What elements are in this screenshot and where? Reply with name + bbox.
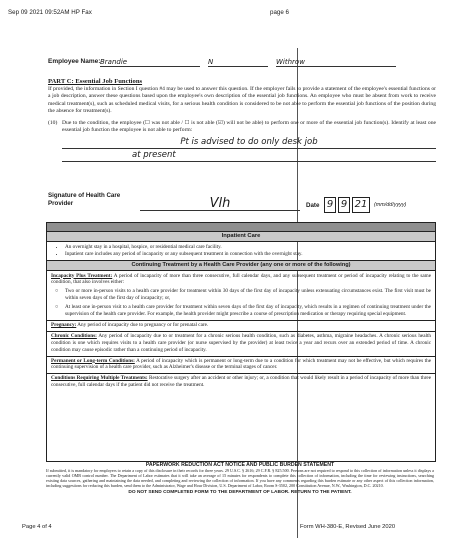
question-10-text: Due to the condition, the employee (☐ was not able / ☐ is not able (☑) will not be able) to perform one or more of the essential job function(s). Identify at least one essential job function the employee is not able to perform: [62, 120, 436, 134]
pregnancy-title: Pregnancy: [51, 322, 77, 329]
multiple-treatments-text: Restorative surgery after an accident or other injury; or, a condition that would likely result in a period of incapacity of more than three consecutive, full calendar days if the patient did not receive the treatment. [51, 375, 432, 388]
fax-timestamp: Sep 09 2021 09:52AM HP Fax [8, 9, 92, 16]
definitions-body [47, 271, 435, 389]
permanent-title: Permanent or Long-term Conditions: [51, 357, 135, 364]
paperwork-notice [46, 462, 434, 495]
definitions-header-bar [47, 223, 435, 231]
incapacity-title: Incapacity Plus Treatment: [51, 272, 113, 279]
form-revision: Form WH-380-E, Revised June 2020 [300, 524, 396, 530]
fax-page-number: page 6 [270, 9, 289, 16]
inpatient-bullet: • An overnight stay in a hospital, hospice, or residential medical care facility. [65, 244, 435, 251]
date-label: Date [306, 202, 320, 209]
date-day: 9 [338, 197, 350, 213]
employee-name-row [48, 58, 428, 65]
permanent-text: A period of incapacity which is permanent or long-term due to a condition for which treatment may not be effective, but which requires the continuing supervision of a health care provider, such as Alzheimer's disease or the terminal stages of cancer. [51, 357, 431, 371]
inpatient-list [47, 244, 435, 258]
incapacity-item [51, 288, 431, 302]
employee-middle-initial: N [208, 58, 268, 67]
incapacity-item [51, 304, 431, 318]
date-boxes [324, 194, 372, 213]
paperwork-text: If submitted, it is mandatory for employers to retain a copy of this disclosure in their records for three years. 29 U.S.C. § 2616; 29 C.F.R. § 825.500. Persons are not required to respond to this collection of information unless it displays a currently valid OMB control number. The Department of Labor estimates that it will take an average of 15 minutes for respondents to complete this collection of information, including the time for reviewing instructions, searching existing data sources, gathering and maintaining the data needed, and completing and reviewing the collection of information. If you have any comments regarding this burden estimate or any other aspect of this collection information, including suggestions for reducing this burden, send them to the Administrator, Wage and Hour Division, U.S. Department of Labor, Room S-3502, 200 Constitution Avenue, N.W., Washington, D.C. 20210. [46, 468, 434, 489]
incapacity-definition [51, 273, 431, 287]
multiple-treatments-title: Conditions Requiring Multiple Treatments: [51, 375, 148, 382]
do-not-send-notice: DO NOT SEND COMPLETED FORM TO THE DEPARTMENT OF LABOR. RETURN TO THE PATIENT. [128, 490, 352, 496]
incapacity-item-text: Two or more in-person visits to a health care provider for treatment within 30 days of the first day of incapacity unless extenuating circumstances exist. The first visit must be within seven days of the first day of incapacity; or, [65, 288, 431, 301]
chronic-title: Chronic Conditions: [51, 333, 97, 340]
paperwork-title: PAPERWORK REDUCTION ACT NOTICE AND PUBLIC BURDEN STATEMENT [145, 462, 335, 468]
date-year: 21 [352, 197, 370, 213]
continuing-treatment-header: Continuing Treatment by a Health Care Provider (any one or more of the following) [47, 260, 435, 271]
pregnancy-definition [51, 322, 431, 329]
date-month: 9 [324, 197, 336, 213]
chronic-definition [51, 333, 431, 353]
circle-bullet-icon: ○ [55, 288, 59, 295]
answer-line-2: at present [62, 150, 436, 162]
date-format-hint: (mm/dd/yyyy) [374, 202, 407, 208]
multiple-treatments-definition [51, 375, 431, 389]
part-c-section [48, 78, 436, 162]
employee-name-label: Employee Name: [48, 58, 101, 65]
incapacity-text: A period of incapacity of more than three consecutive, full calendar days, and any subsequent treatment or period of incapacity relating to the same condition, that also involves either: [51, 272, 431, 286]
part-c-title: PART C: Essential Job Functions [48, 78, 143, 85]
inpatient-header: Inpatient Care [47, 231, 435, 242]
employee-last-name: Withrow [276, 58, 396, 67]
answer-line-1: Pt is advised to do only desk job [62, 137, 436, 149]
pregnancy-text: Any period of incapacity due to pregnancy or for prenatal care. [77, 322, 209, 329]
definitions-box [46, 222, 436, 462]
page-number: Page 4 of 4 [22, 524, 52, 530]
provider-signature: Vlh [140, 196, 300, 211]
inpatient-bullet: • Inpatient care includes any period of incapacity or any subsequent treatment in connection with the overnight stay. [65, 251, 435, 258]
question-10-number: (10) [48, 120, 58, 127]
permanent-definition [51, 358, 431, 372]
incapacity-item-text: At least one in-person visit to a health care provider for treatment within seven days of the first day of incapacity, which results in a regimen of continuing treatment under the supervision of the health care provider. For example, the health provider might prescribe a course of prescription medication or therapy requiring special equipment. [65, 303, 431, 317]
signature-row [48, 192, 438, 216]
chronic-text: Any period of incapacity due to or treatment for a chronic serious health condition, such as diabetes, asthma, migraine headaches. A chronic serious health condition is one which requires visits to a health care provider (or nurse supervised by the provider) at least twice a year and recurs over an extended period of time. A chronic condition may cause episodic rather than a continuing period of incapacity. [51, 333, 432, 353]
signature-label: Signature of Health Care Provider [48, 192, 121, 207]
part-c-intro: If provided, the information in Section I question #4 may be used to answer this question. If the employer fails to provide a statement of the employee's essential functions or a job description, answer these questions based upon the employee's own description of the essential job functions. An employee who must be absent from work to receive medical treatment(s), such as scheduled medical visits, for a serious health condition is considered to be not able to perform the essential job functions of the position during the absence for treatment(s). [48, 86, 436, 114]
question-10 [48, 120, 436, 135]
circle-bullet-icon: ○ [55, 303, 59, 310]
employee-first-name: Brandie [100, 58, 200, 67]
